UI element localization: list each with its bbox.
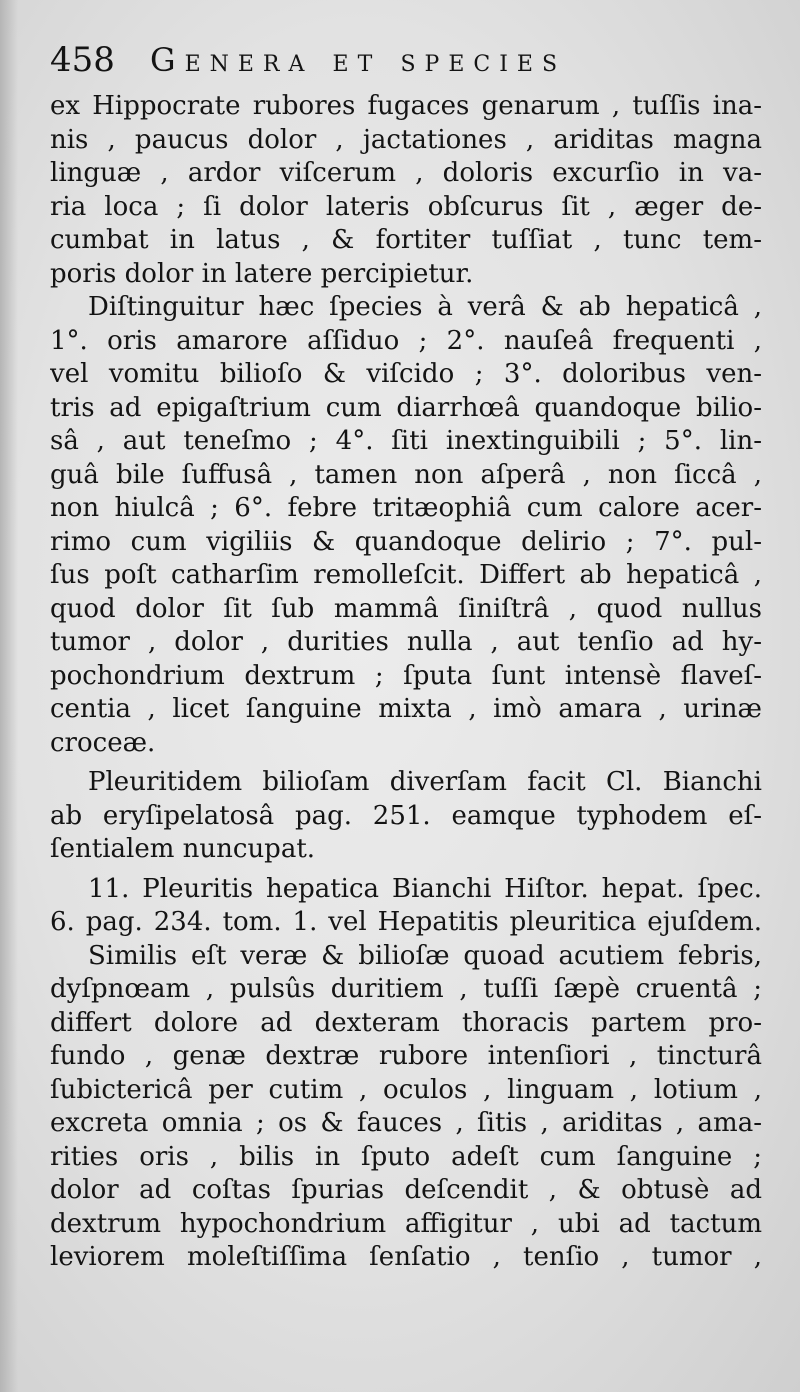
text-line: fundo , genæ dextræ rubore intenſiori , tincturâ — [50, 1041, 762, 1071]
page-header — [50, 40, 690, 92]
text-line: guâ bile ſuffusâ , tamen non aſperâ , non ſiccâ , — [50, 459, 762, 490]
text-line: differt dolore ad dexteram thoracis partem pro- — [50, 1007, 762, 1038]
text-line: pochondrium dextrum ; ſputa ſunt intensè flaveſ- — [50, 660, 762, 691]
text-line: tumor , dolor , durities nulla , aut tenſio ad hy- — [50, 627, 762, 657]
text-line: poris dolor in latere percipietur. — [50, 258, 474, 289]
text-line: sâ , aut teneſmo ; 4°. ſiti inextinguibili ; 5°. lin- — [50, 426, 762, 456]
text-line: dolor ad coſtas ſpurias deſcendit , & obtusè ad — [50, 1175, 762, 1205]
text-line: Similis eſt veræ & bilioſæ quoad acutiem febris, — [88, 940, 762, 971]
text-line: ſus poſt catharſim remolleſcit. Differt ab hepaticâ , — [50, 560, 762, 590]
text-line: vel vomitu bilioſo & viſcido ; 3°. doloribus ven- — [50, 359, 762, 389]
text-line: croceæ. — [50, 727, 156, 758]
text-line: 11. Pleuritis hepatica Bianchi Hiſtor. hepat. ſpec. — [88, 873, 762, 904]
text-line: linguæ , ardor viſcerum , doloris excurſio in va- — [50, 158, 762, 188]
text-line: leviorem moleſtiſſima ſenſatio , tenſio , tumor , — [50, 1242, 762, 1272]
text-line: dextrum hypochondrium affigitur , ubi ad tactum — [50, 1208, 762, 1239]
text-line: rities oris , bilis in ſputo adeſt cum ſanguine ; — [50, 1141, 762, 1172]
running-title: Genera et species — [150, 41, 567, 79]
page-gutter-shadow — [0, 0, 18, 1392]
text-line: Pleuritidem bilioſam diverſam facit Cl. Bianchi — [88, 767, 762, 797]
page-number: 458 — [50, 40, 115, 80]
text-line: 6. pag. 234. tom. 1. vel Hepatitis pleuritica ejuſdem. — [50, 907, 762, 937]
text-line: ſubictericâ per cutim , oculos , linguam , lotium , — [50, 1074, 762, 1105]
text-line: ſentialem nuncupat. — [50, 834, 316, 864]
text-line: ria loca ; ſi dolor lateris obſcurus ſit , æger de- — [50, 191, 762, 222]
text-line: ab eryſipelatosâ pag. 251. eamque typhodem eſ- — [50, 800, 762, 831]
text-line: nis , paucus dolor , jactationes , ariditas magna — [50, 124, 762, 155]
text-line: ex Hippocrate rubores fugaces genarum , tuſſis ina- — [50, 91, 762, 121]
text-line: excreta omnia ; os & fauces , ſitis , ariditas , ama- — [50, 1108, 762, 1138]
text-line: dyſpnœam , pulsûs duritiem , tuſſi ſæpè cruentâ ; — [50, 974, 762, 1004]
text-line: Diſtinguitur hæc ſpecies à verâ & ab hepaticâ , — [88, 292, 762, 322]
text-line: tris ad epigaſtrium cum diarrhœâ quandoque bilio- — [50, 392, 762, 423]
text-line: rimo cum vigiliis & quandoque delirio ; 7°. pul- — [50, 526, 762, 557]
text-line: quod dolor ſit ſub mammâ ſiniſtrâ , quod nullus — [50, 593, 762, 624]
text-line: centia , licet ſanguine mixta , imò amara , urinæ — [50, 694, 762, 724]
text-line: cumbat in latus , & fortiter tuſſiat , tunc tem- — [50, 225, 762, 255]
text-line: 1°. oris amarore aſſiduo ; 2°. nauſeâ frequenti , — [50, 325, 762, 356]
body-text — [50, 90, 762, 1275]
text-line: non hiulcâ ; 6°. febre tritæophiâ cum calore acer- — [50, 493, 762, 523]
